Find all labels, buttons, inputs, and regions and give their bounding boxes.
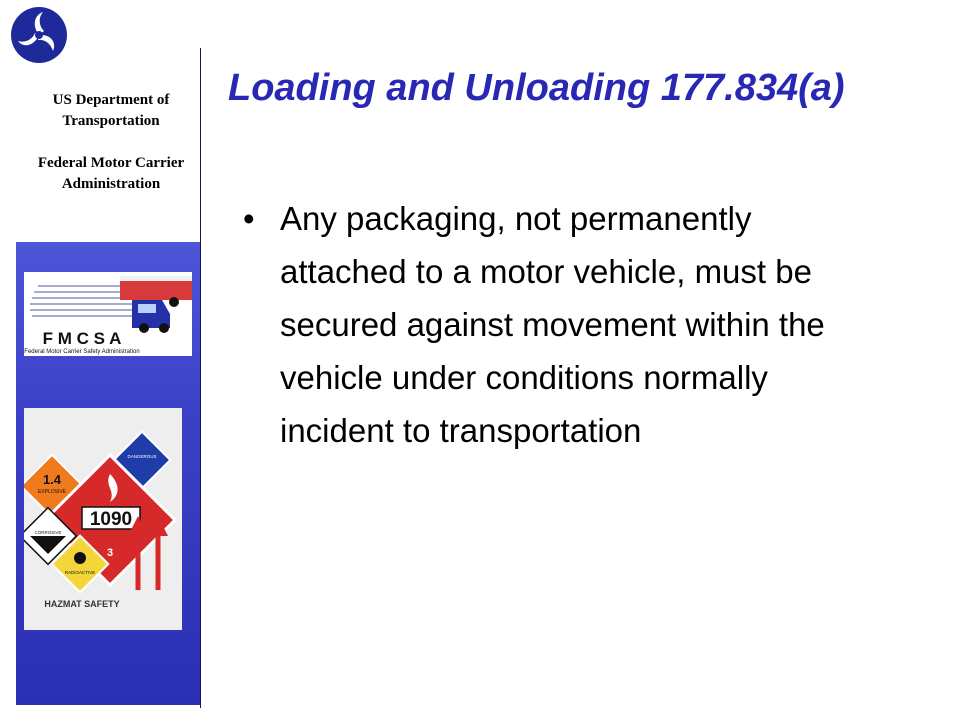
hazmat-safety-poster xyxy=(24,408,182,630)
bullet-marker: • xyxy=(243,200,255,237)
bullet-item xyxy=(243,192,863,457)
slide-title: Loading and Unloading 177.834(a) xyxy=(228,67,845,109)
fmcsa-logo xyxy=(24,272,192,356)
svg-text:CORROSIVE: CORROSIVE xyxy=(34,530,62,535)
svg-text:1.4: 1.4 xyxy=(42,472,62,487)
svg-text:F M C S A: F M C S A xyxy=(42,329,122,348)
bullet-text: Any packaging, not permanently attached to a motor vehicle, must be secured against movement within the vehicle under conditions normally incident to transportation xyxy=(280,200,825,449)
administration-name: Federal Motor Carrier Administration xyxy=(37,155,185,192)
svg-text:EXPLOSIVE: EXPLOSIVE xyxy=(37,489,67,495)
svg-text:HAZMAT SAFETY: HAZMAT SAFETY xyxy=(44,599,120,609)
svg-text:RADIOACTIVE: RADIOACTIVE xyxy=(64,570,96,575)
svg-text:DANGEROUS: DANGEROUS xyxy=(127,454,157,459)
svg-text:Federal Motor Carrier Safety A: Federal Motor Carrier Safety Administration xyxy=(24,349,140,355)
svg-text:3: 3 xyxy=(106,547,114,559)
dot-triskelion-icon xyxy=(10,6,68,64)
sidebar-divider xyxy=(200,48,201,708)
svg-text:1090: 1090 xyxy=(89,509,133,530)
department-name: US Department of Transportation xyxy=(52,92,170,129)
